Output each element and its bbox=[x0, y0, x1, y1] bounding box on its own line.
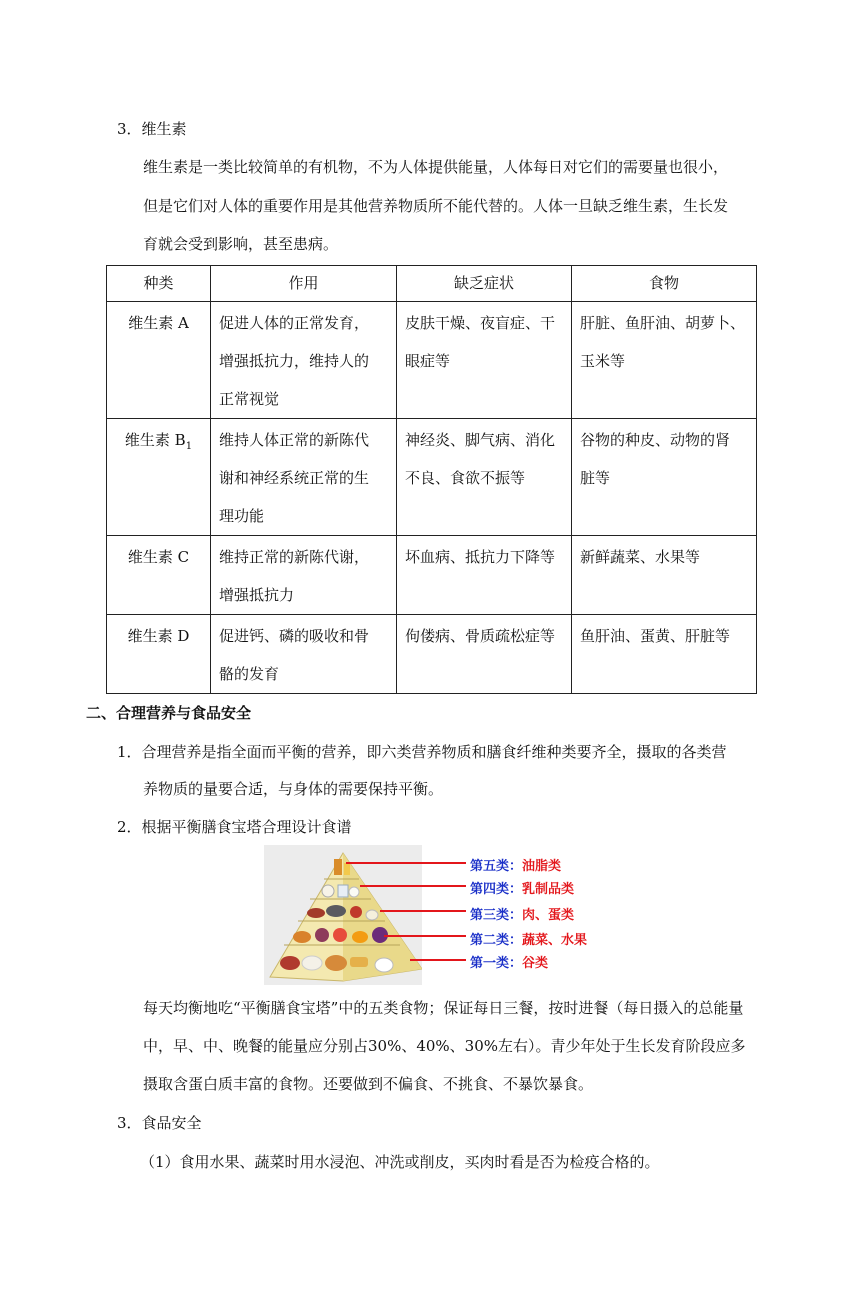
cell-line: 正常视觉 bbox=[219, 390, 280, 408]
cell-line: 促进钙、磷的吸收和骨 bbox=[219, 627, 370, 645]
pyramid-pointer-lines bbox=[340, 855, 470, 967]
table-cell-symptom bbox=[397, 302, 572, 419]
cell-line: 增强抵抗力 bbox=[219, 586, 295, 604]
table-cell-food bbox=[572, 419, 757, 536]
label-prefix: 第四类： bbox=[470, 882, 523, 897]
cell-line: 脏等 bbox=[580, 469, 611, 487]
table-row bbox=[107, 536, 757, 615]
table-cell-food bbox=[572, 302, 757, 419]
table-cell-symptom bbox=[397, 536, 572, 615]
nutrition-item1-line-2: 养物质的量要合适，与身体的需要保持平衡。 bbox=[143, 780, 444, 798]
section-heading-nutrition: 二、合理营养与食品安全 bbox=[86, 704, 252, 722]
cell-line: 增强抵抗力，维持人的 bbox=[219, 352, 370, 370]
cell-line: 鱼肝油、蛋黄、肝脏等 bbox=[580, 627, 731, 645]
cell-line: 坏血病、抵抗力下降等 bbox=[405, 548, 556, 566]
table-cell-kind: 维生素 D bbox=[107, 615, 211, 694]
nutrition-item2-title: 2．根据平衡膳食宝塔合理设计食谱 bbox=[117, 818, 352, 836]
table-header-food: 食物 bbox=[572, 266, 757, 302]
cell-line: 肝脏、鱼肝油、胡萝卜、 bbox=[580, 314, 746, 332]
label-prefix: 第一类： bbox=[470, 956, 523, 971]
table-cell-effect bbox=[211, 615, 397, 694]
vitamin-para-line-3: 育就会受到影响，甚至患病。 bbox=[143, 235, 339, 253]
table-header-row bbox=[107, 266, 757, 302]
table-cell-food bbox=[572, 615, 757, 694]
cell-line: 理功能 bbox=[219, 507, 265, 525]
section-title-vitamin: 3．维生素 bbox=[117, 120, 187, 138]
vitamin-para-line-2: 但是它们对人体的重要作用是其他营养物质所不能代替的。人体一旦缺乏维生素，生长发 bbox=[143, 197, 729, 215]
table-cell-kind bbox=[107, 419, 211, 536]
cell-line: 皮肤干燥、夜盲症、干 bbox=[405, 314, 556, 332]
cell-line: 佝偻病、骨质疏松症等 bbox=[405, 627, 556, 645]
food-safety-title: 3．食品安全 bbox=[117, 1114, 202, 1132]
nutrition-item1-line-1: 1．合理营养是指全面而平衡的营养，即六类营养物质和膳食纤维种类要齐全，摄取的各类营 bbox=[117, 743, 727, 761]
kind-label: 维生素 B bbox=[124, 431, 186, 449]
table-cell-effect bbox=[211, 302, 397, 419]
table-cell-kind: 维生素 C bbox=[107, 536, 211, 615]
label-name: 蔬菜、水果 bbox=[522, 933, 588, 948]
cell-line: 谢和神经系统正常的生 bbox=[219, 469, 370, 487]
table-cell-food bbox=[572, 536, 757, 615]
nutrition-item2-line-3: 摄取含蛋白质丰富的食物。还要做到不偏食、不挑食、不暴饮暴食。 bbox=[143, 1075, 594, 1093]
nutrition-item2-line-2: 中，早、中、晚餐的能量应分别占30%、40%、30%左右）。青少年处于生长发育阶段应多 bbox=[143, 1037, 746, 1055]
table-cell-kind: 维生素 A bbox=[107, 302, 211, 419]
pyramid-label-2 bbox=[470, 929, 587, 948]
table-header-kind: 种类 bbox=[107, 266, 211, 302]
pyramid-label-4 bbox=[470, 878, 574, 897]
cell-line: 神经炎、脚气病、消化 bbox=[405, 431, 556, 449]
table-header-effect: 作用 bbox=[211, 266, 397, 302]
cell-line: 促进人体的正常发育， bbox=[219, 314, 370, 332]
cell-line: 谷物的种皮、动物的肾 bbox=[580, 431, 731, 449]
cell-line: 骼的发育 bbox=[219, 665, 280, 683]
label-prefix: 第二类： bbox=[470, 933, 523, 948]
table-cell-symptom bbox=[397, 419, 572, 536]
table-cell-symptom bbox=[397, 615, 572, 694]
cell-line: 眼症等 bbox=[405, 352, 451, 370]
vitamin-table bbox=[106, 265, 757, 694]
table-cell-effect bbox=[211, 419, 397, 536]
pyramid-label-5 bbox=[470, 855, 561, 874]
table-row bbox=[107, 302, 757, 419]
cell-line: 玉米等 bbox=[580, 352, 626, 370]
table-row bbox=[107, 419, 757, 536]
nutrition-item2-line-1: 每天均衡地吃“平衡膳食宝塔”中的五类食物；保证每日三餐，按时进餐（每日摄入的总能量 bbox=[143, 999, 744, 1017]
pyramid-label-3 bbox=[470, 904, 574, 923]
cell-line: 维持正常的新陈代谢， bbox=[219, 548, 370, 566]
cell-line: 新鲜蔬菜、水果等 bbox=[580, 548, 701, 566]
table-header-symptom: 缺乏症状 bbox=[397, 266, 572, 302]
label-prefix: 第三类： bbox=[470, 908, 523, 923]
label-prefix: 第五类： bbox=[470, 859, 523, 874]
label-name: 谷类 bbox=[522, 956, 549, 971]
label-name: 乳制品类 bbox=[522, 882, 575, 897]
table-cell-effect bbox=[211, 536, 397, 615]
table-row bbox=[107, 615, 757, 694]
cell-line: 不良、食欲不振等 bbox=[405, 469, 526, 487]
label-name: 油脂类 bbox=[522, 859, 562, 874]
label-name: 肉、蛋类 bbox=[522, 908, 575, 923]
food-safety-item-1: （1）食用水果、蔬菜时用水浸泡、冲洗或削皮，买肉时看是否为检疫合格的。 bbox=[140, 1153, 660, 1171]
kind-subscript: 1 bbox=[185, 441, 193, 452]
vitamin-para-line-1: 维生素是一类比较简单的有机物，不为人体提供能量，人体每日对它们的需要量也很小， bbox=[143, 158, 729, 176]
pyramid-label-1 bbox=[470, 952, 548, 971]
cell-line: 维持人体正常的新陈代 bbox=[219, 431, 370, 449]
